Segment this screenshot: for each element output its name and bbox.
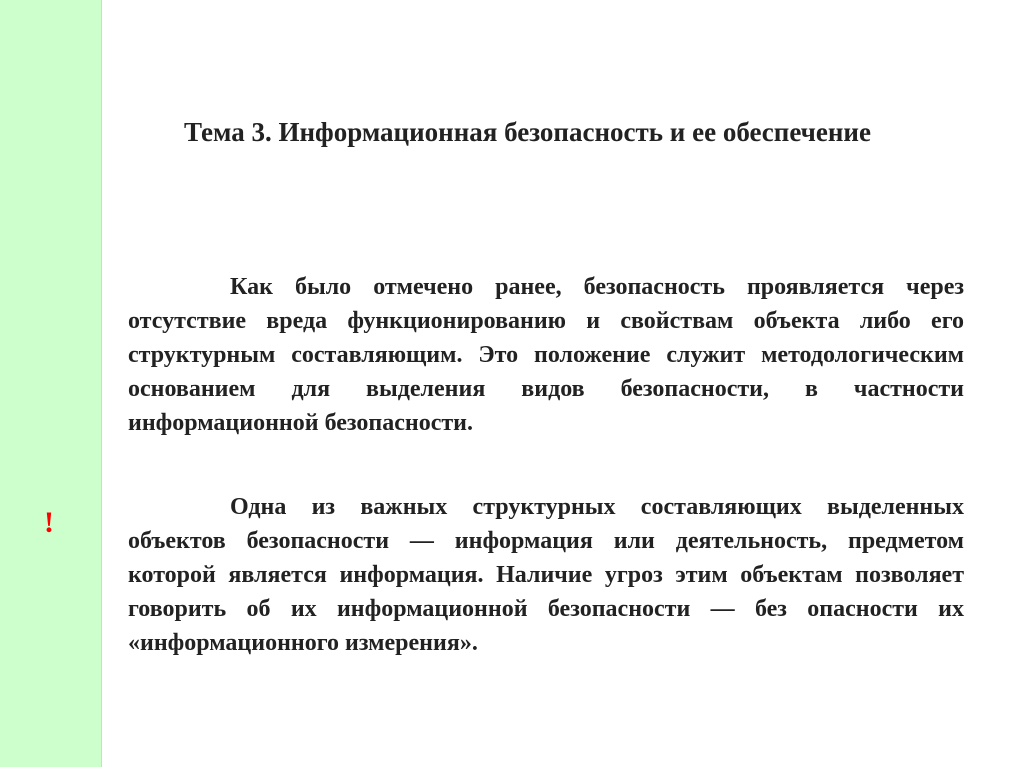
exclamation-marker: ! xyxy=(44,506,54,539)
paragraph-1: Как было отмечено ранее, безопасность проявляется через отсутствие вреда функционированию и свойствам объекта либо его структурным составляющим. Это положение служит методологическим основанием для выделения видов безопасности, в частности информационной безопасности. xyxy=(128,274,964,436)
side-band xyxy=(0,0,102,767)
paragraph-2: Одна из важных структурных составляющих выделенных объектов безопасности — информация или деятельность, предметом которой является информация. Наличие угроз этим объектам позволяет говорить об их информационной безопасности — без опасности их «информационного измерения». xyxy=(128,494,964,656)
slide-title: Тема 3. Информационная безопасность и ее обеспечение xyxy=(184,117,871,147)
